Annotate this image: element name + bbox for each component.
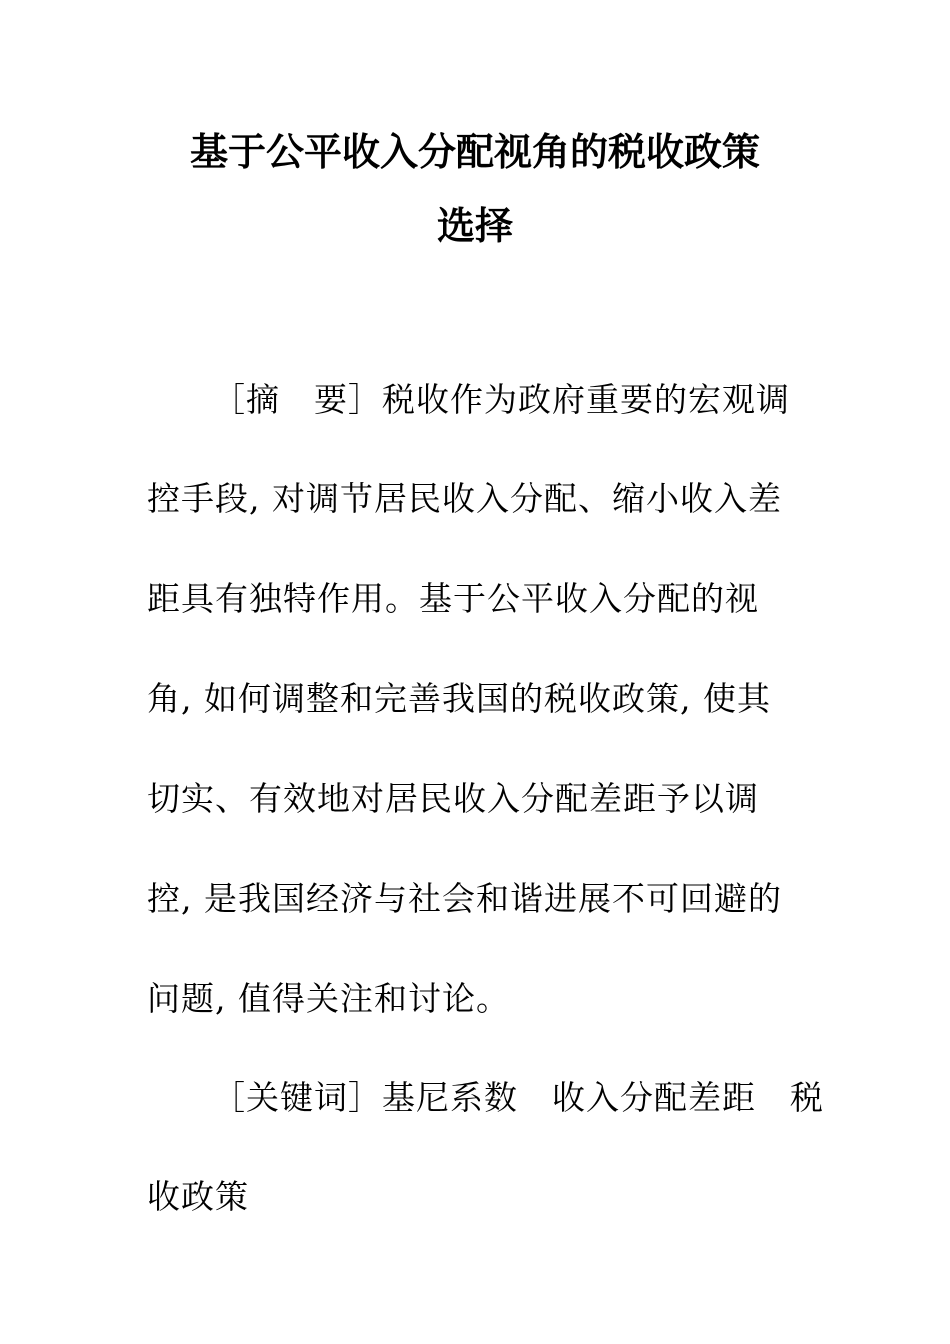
- abstract-line-6: 控, 是我国经济与社会和谐进展不可回避的: [147, 879, 782, 918]
- document-title-line-1: 基于公平收入分配视角的税收政策: [189, 129, 760, 174]
- keywords-line-1: ［关键词］基尼系数 收入分配差距 税: [212, 1078, 824, 1117]
- abstract-line-1: ［摘 要］税收作为政府重要的宏观调: [212, 380, 790, 419]
- document-title-line-2: 选择: [436, 203, 513, 248]
- abstract-line-2: 控手段, 对调节居民收入分配、缩小收入差: [147, 479, 782, 518]
- abstract-line-7: 问题, 值得关注和讨论。: [147, 979, 510, 1018]
- keywords-line-2: 收政策: [147, 1177, 249, 1216]
- abstract-line-5: 切实、有效地对居民收入分配差距予以调: [147, 779, 759, 818]
- abstract-line-3: 距具有独特作用。基于公平收入分配的视: [147, 579, 759, 618]
- abstract-line-4: 角, 如何调整和完善我国的税收政策, 使其: [147, 679, 771, 718]
